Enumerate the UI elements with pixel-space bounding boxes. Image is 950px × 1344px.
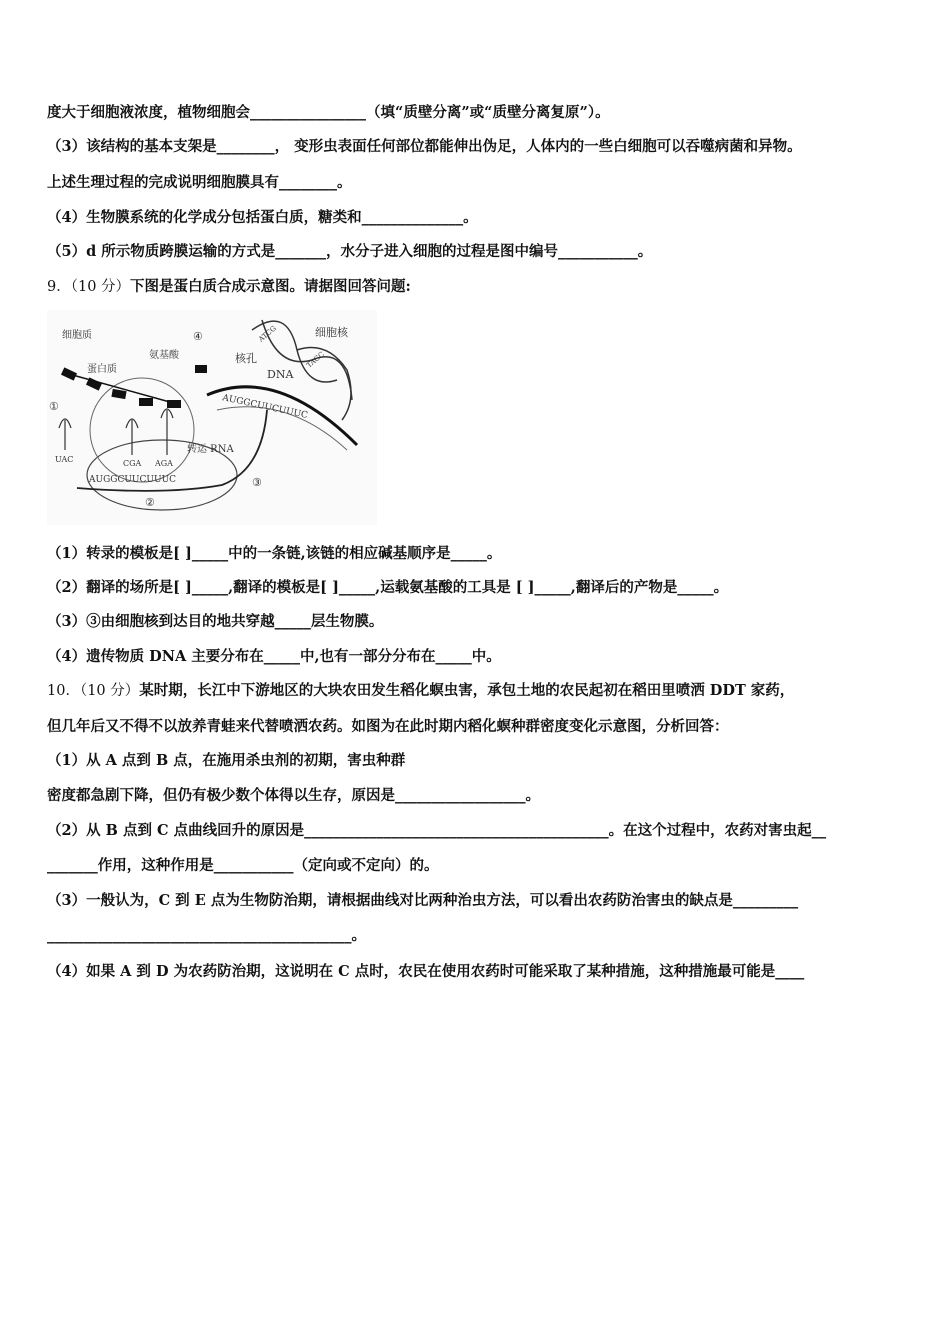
question-10-part-2b: _______作用，这种作用是___________（定向或不定向）的。 <box>47 857 439 874</box>
question-10-heading <box>47 681 794 701</box>
question-9-heading <box>47 277 411 297</box>
nucleus-label: 细胞核 <box>315 326 348 339</box>
text-line-5: （5）d 所示物质跨膜运输的方式是_______，水分子进入细胞的过程是图中编号___________。 <box>47 243 653 260</box>
dna-bases-strand-2: TAGC <box>305 350 326 370</box>
protein-synthesis-diagram <box>47 310 377 525</box>
question-10-part-3b: __________________________________________。 <box>47 927 366 944</box>
text-line-3: 上述生理过程的完成说明细胞膜具有________。 <box>47 174 352 191</box>
text-line-1: 度大于细胞液浓度，植物细胞会________________（填“质壁分离”或“质壁分离复原”）。 <box>47 104 610 121</box>
question-9-part-4: （4）遗传物质 DNA 主要分布在_____中,也有一部分分布在_____中。 <box>47 648 501 665</box>
question-10-line-2: 但几年后又不得不以放养青蛙来代替喷洒农药。如图为在此时期内稻化螟种群密度变化示意图，分析回答： <box>47 718 729 735</box>
marker-1: ① <box>49 400 59 413</box>
nuclear-pore-label: 核孔 <box>235 352 257 365</box>
mrna-sequence-nucleus: AUGGCUUCUUUC <box>221 393 309 422</box>
question-9-number: 9．（10 分） <box>47 279 131 295</box>
marker-3: ③ <box>252 476 262 489</box>
amino-acid-label: 氨基酸 <box>149 350 179 361</box>
anticodon-2: CGA <box>123 459 142 468</box>
anticodon-3: AGA <box>155 459 173 468</box>
protein-label: 蛋白质 <box>87 364 117 375</box>
question-10-prompt: 某时期，长江中下游地区的大块农田发生稻化螟虫害，承包土地的农民起初在稻田里喷洒 DDT 家药， <box>139 682 795 699</box>
question-10-part-1a: （1）从 A 点到 B 点，在施用杀虫剂的初期，害虫种群 <box>47 752 406 769</box>
text-line-4: （4）生物膜系统的化学成分包括蛋白质，糖类和______________。 <box>47 209 478 226</box>
question-10-number: 10．（10 分） <box>47 683 140 699</box>
marker-2: ② <box>145 496 155 509</box>
cytoplasm-label: 细胞质 <box>62 330 92 341</box>
mrna-sequence: AUGGCUUCUUUC <box>89 475 177 485</box>
question-9-part-1: （1）转录的模板是[ ]_____中的一条链,该链的相应碱基顺序是_____。 <box>47 545 502 562</box>
question-10-part-3a: （3）一般认为，C 到 E 点为生物防治期，请根据曲线对比两种治虫方法，可以看出农药防治害虫的缺点是_________ <box>47 892 799 909</box>
question-10-part-2a: （2）从 B 点到 C 点曲线回升的原因是__________________________________________。在这个过程中，农药对害虫起__ <box>47 822 827 839</box>
question-9-part-3: （3）③由细胞核到达目的地共穿越_____层生物膜。 <box>47 613 384 630</box>
anticodon-1: UAC <box>55 455 74 464</box>
question-10-part-1b: 密度都急剧下降，但仍有极少数个体得以生存，原因是__________________。 <box>47 787 540 804</box>
question-9-part-2: （2）翻译的场所是[ ]_____,翻译的模板是[ ]_____,运载氨基酸的工具是 [ ]_____,翻译后的产物是_____。 <box>47 579 729 596</box>
text-line-2: （3）该结构的基本支架是________， 变形虫表面任何部位都能伸出伪足，人体内的一些白细胞可以吞噬病菌和异物。 <box>47 138 802 155</box>
dna-label: DNA <box>267 368 294 381</box>
dna-bases-strand-1: ATCG <box>257 324 278 344</box>
marker-4: ④ <box>193 330 203 343</box>
trna-label: 转运 RNA <box>187 444 234 455</box>
question-9-prompt: 下图是蛋白质合成示意图。请据图回答问题: <box>130 278 411 295</box>
question-10-part-4: （4）如果 A 到 D 为农药防治期，这说明在 C 点时，农民在使用农药时可能采取了某种措施，这种措施最可能是____ <box>47 963 805 980</box>
